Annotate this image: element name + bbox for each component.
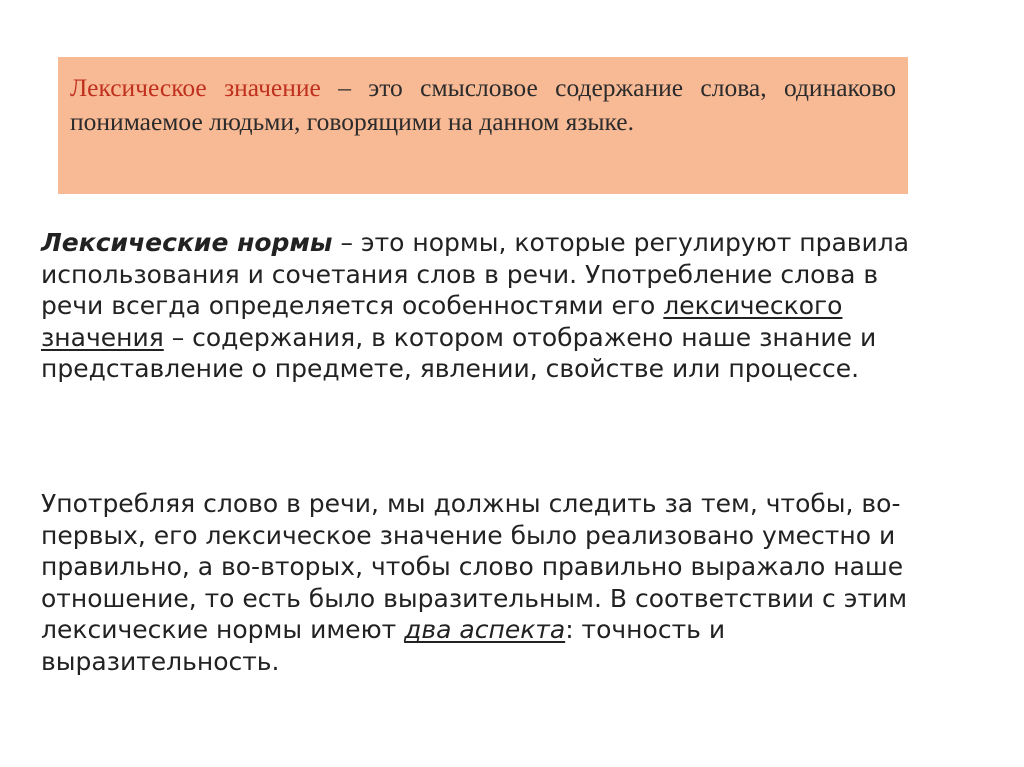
word-usage-paragraph <box>41 488 941 677</box>
lexical-norms-text-a: – это нормы, которые регулируют правила использования и сочетания слов в речи. Употребление слова в речи всегда определяется особенностями его <box>41 228 910 320</box>
lexical-norms-term: Лексические нормы <box>41 228 333 257</box>
definition-term: Лексическое значение <box>70 73 321 102</box>
lexical-norms-paragraph <box>41 227 941 385</box>
definition-box <box>58 57 908 194</box>
word-usage-text-a: Употребляя слово в речи, мы должны следить за тем, чтобы, во-первых, его лексическое значение было реализовано уместно и правильно, а во-вторых, чтобы слово правильно выражало наше отношение, то есть было выразительным. В соответствии с этим лексические нормы имеют <box>41 489 908 644</box>
lexical-norms-text-b: – содержания, в котором отображено наше знание и представление о предмете, явлении, свойстве или процессе. <box>41 322 877 383</box>
lexical-meaning-link[interactable]: лексического значения <box>41 291 843 352</box>
two-aspects-emphasis: два аспекта <box>404 615 566 644</box>
definition-text: – это смысловое содержание слова, одинаково понимаемое людьми, говорящими на данном языке. <box>70 73 897 136</box>
word-usage-text-b: : точность и выразительность. <box>41 615 726 676</box>
